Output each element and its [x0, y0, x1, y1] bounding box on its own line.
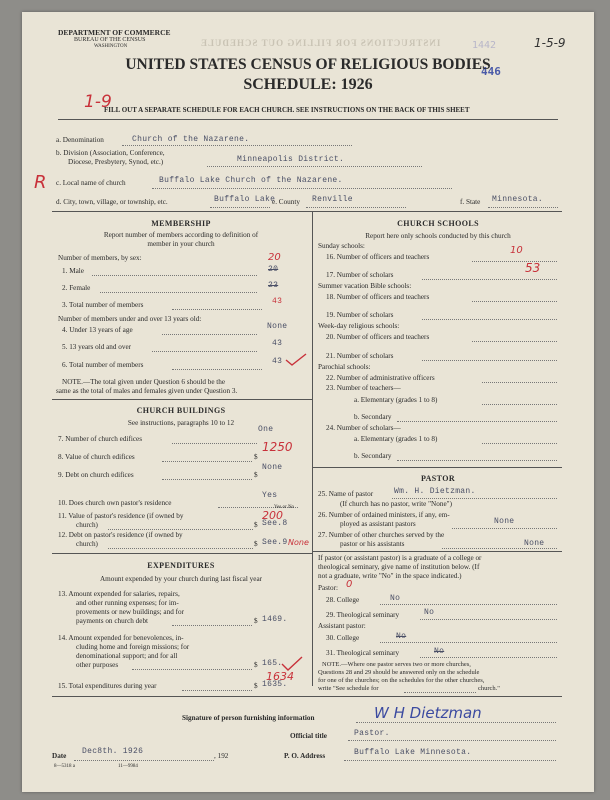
city-label: WASHINGTON — [94, 44, 128, 49]
q8-value: 1250 — [262, 440, 293, 454]
q3-value: 43 — [272, 297, 283, 306]
margin-mark: R — [34, 172, 47, 193]
q11-label-2: church) — [76, 521, 98, 529]
q9-value: None — [262, 463, 283, 472]
q11-label: 11. Value of pastor's residence (if owned by — [58, 512, 184, 520]
q12-label: 12. Debt on pastor's residence (if owned by — [58, 531, 183, 539]
division-label-2: Diocese, Presbytery, Synod, etc.) — [68, 158, 164, 166]
red-mark: 1-9 — [84, 92, 112, 112]
q23a-label: a. Elementary (grades 1 to 8) — [354, 396, 438, 404]
q30-value: No — [396, 632, 407, 641]
q14-label-2: cluding home and foreign missions; for — [76, 643, 190, 651]
q5-value: 43 — [272, 339, 283, 348]
q30-label: 30. College — [326, 634, 360, 642]
q15-red-value: 1634 — [266, 670, 294, 683]
faint-stamp: 1442 — [472, 40, 497, 51]
q15-label: 15. Total expenditures during year — [58, 682, 157, 690]
q12-value: See.9 — [262, 538, 288, 547]
q14-label: 14. Amount expended for benevolences, in- — [58, 634, 184, 642]
red-check-icon — [284, 352, 308, 368]
county-value: Renville — [312, 195, 353, 204]
date-value: Dec8th. 1926 — [82, 747, 144, 756]
q4-label: 4. Under 13 years of age — [62, 326, 133, 334]
q3-label: 3. Total number of members — [62, 301, 144, 309]
members-by-sex-label: Number of members, by sex: — [58, 254, 142, 262]
q13-dollar: $ — [254, 617, 258, 625]
denomination-value: Church of the Nazarene. — [132, 135, 250, 144]
membership-sub-2: member in your church — [147, 240, 215, 248]
expenditures-sub: Amount expended by your church during last fiscal year — [99, 575, 263, 583]
census-schedule-page — [22, 12, 594, 792]
q11-red-value: 200 — [262, 509, 283, 522]
membership-sub-1: Report number of members according to definition of — [103, 231, 259, 239]
q13-label-2: and other running expenses; for im- — [76, 599, 179, 607]
state-label: f. State — [460, 198, 481, 206]
official-title-label: Official title — [290, 732, 327, 740]
q26-label-2: ployed as assistant pastors — [340, 520, 416, 528]
q25-label: 25. Name of pastor — [318, 490, 374, 498]
under-over-label: Number of members under and over 13 years old: — [58, 315, 202, 323]
membership-note-1: NOTE.—The total given under Question 6 should be the — [62, 378, 226, 386]
q12-red-value: None — [288, 538, 309, 547]
q10-label: 10. Does church own pastor's residence — [58, 499, 172, 507]
q14-label-3: denominational support; and for all — [76, 652, 178, 660]
q1-label: 1. Male — [62, 267, 84, 275]
sunday-schools-label: Sunday schools: — [318, 242, 365, 250]
q27-label-2: pastor or his assistants — [340, 540, 405, 548]
pastor-sub-label: Pastor: — [318, 584, 338, 592]
q17-label: 17. Number of scholars — [326, 271, 394, 279]
q7-value: One — [258, 425, 274, 434]
q17-value: 53 — [525, 261, 541, 275]
q25-note: (If church has no pastor, write "None") — [340, 500, 452, 508]
q23-label: 23. Number of teachers— — [326, 384, 401, 392]
bureau-label: BUREAU OF THE CENSUS — [74, 37, 146, 43]
weekday-schools-label: Week-day religious schools: — [318, 322, 400, 330]
q12-label-2: church) — [76, 540, 98, 548]
summer-schools-label: Summer vacation Bible schools: — [318, 282, 412, 290]
q13-label-3: provements or new buildings; and for — [76, 608, 184, 616]
q13-label: 13. Amount expended for salaries, repairs, — [58, 590, 180, 598]
q14-dollar: $ — [254, 661, 258, 669]
signature-label: Signature of person furnishing information — [182, 714, 315, 722]
form-number-2: 11—9984 — [118, 764, 138, 769]
expenditures-heading: EXPENDITURES — [147, 561, 215, 570]
form-title: UNITED STATES CENSUS OF RELIGIOUS BODIES — [125, 56, 491, 73]
pastor-note-1: NOTE.—Where one pastor serves two or more churches, — [322, 661, 471, 668]
graduate-note-2: theological seminary, give name of institution below. (If — [318, 563, 480, 571]
q27-label: 27. Number of other churches served by the — [318, 531, 445, 539]
q6-label: 6. Total number of members — [62, 361, 144, 369]
q24a-label: a. Elementary (grades 1 to 8) — [354, 435, 438, 443]
q8-label: 8. Value of church edifices — [58, 453, 135, 461]
q31-value: No — [434, 647, 445, 656]
q11-dollar: $ — [254, 521, 258, 529]
bleed-through-text: INSTRUCTIONS FOR FILLING OUT SCHEDULE — [200, 38, 441, 48]
local-name-label: c. Local name of church — [56, 179, 126, 187]
q15-value: 1635. — [262, 680, 288, 689]
stamp-number: 446 — [481, 65, 501, 78]
q23b-label: b. Secondary — [354, 413, 392, 421]
signature-value: W H Dietzman — [374, 704, 482, 722]
state-value: Minnesota. — [492, 195, 544, 204]
graduate-note-1: If pastor (or assistant pastor) is a graduate of a college or — [318, 554, 482, 562]
form-number: 8—5318 a — [54, 764, 75, 769]
department-label: DEPARTMENT OF COMMERCE — [58, 28, 171, 37]
denomination-label: a. Denomination — [56, 136, 104, 144]
q28-value: No — [390, 594, 401, 603]
year-label: , 192 — [214, 752, 229, 760]
city-value: Buffalo Lake — [214, 195, 276, 204]
q12-dollar: $ — [254, 540, 258, 548]
q2-label: 2. Female — [62, 284, 91, 292]
buildings-heading: CHURCH BUILDINGS — [136, 406, 226, 415]
q29-value: No — [424, 608, 435, 617]
q19-label: 19. Number of scholars — [326, 311, 394, 319]
pastor-note-4: write "See schedule for — [318, 685, 379, 692]
q4-value: None — [267, 322, 288, 331]
q2-value: 23 — [268, 281, 279, 290]
q9-dollar: $ — [254, 471, 258, 479]
pastor-note-5: church." — [478, 685, 500, 692]
q7-label: 7. Number of church edifices — [58, 435, 143, 443]
local-name-value: Buffalo Lake Church of the Nazarene. — [159, 176, 343, 185]
assistant-pastor-label: Assistant pastor: — [318, 622, 366, 630]
q10-value: Yes — [262, 491, 278, 500]
yes-no-hint: Yes or No — [274, 505, 295, 510]
po-address-value: Buffalo Lake Minnesota. — [354, 748, 472, 757]
q28-label: 28. College — [326, 596, 360, 604]
city-field-label: d. City, town, village, or township, etc. — [56, 198, 168, 206]
q9-label: 9. Debt on church edifices — [58, 471, 134, 479]
q13-value: 1469. — [262, 615, 288, 624]
pastor-heading: PASTOR — [420, 474, 456, 483]
q16-value: 10 — [510, 245, 523, 256]
parochial-schools-label: Parochial schools: — [318, 363, 371, 371]
membership-heading: MEMBERSHIP — [151, 219, 211, 228]
q22-label: 22. Number of administrative officers — [326, 374, 435, 382]
q13-label-4: payments on church debt — [76, 617, 149, 625]
county-label: e. County — [272, 198, 300, 206]
q15-dollar: $ — [254, 682, 258, 690]
graduate-note-3: not a graduate, write "No" in the space indicated.) — [318, 572, 462, 580]
red-check-icon-2 — [280, 655, 304, 673]
q31-label: 31. Theological seminary — [326, 649, 400, 657]
q1-red-value: 20 — [268, 252, 281, 263]
q26-value: None — [494, 517, 515, 526]
q24-label: 24. Number of scholars— — [326, 424, 401, 432]
po-address-label: P. O. Address — [284, 752, 326, 760]
schedule-title: SCHEDULE: 1926 — [243, 76, 373, 93]
q6-value: 43 — [272, 357, 283, 366]
schools-heading: CHURCH SCHOOLS — [397, 219, 479, 228]
buildings-sub: See instructions, paragraphs 10 to 12 — [127, 419, 235, 427]
q29-label: 29. Theological seminary — [326, 611, 400, 619]
date-label: Date — [52, 752, 67, 760]
q21-label: 21. Number of scholars — [326, 352, 394, 360]
division-label: b. Division (Association, Conference, — [56, 149, 165, 157]
pastor-note-2: Questions 28 and 29 should be answered only on the schedule — [318, 669, 480, 676]
division-value: Minneapolis District. — [237, 155, 345, 164]
pastor-red-mark: 0 — [346, 579, 353, 590]
q25-value: Wm. H. Dietzman. — [394, 487, 476, 496]
q14-value: 165. — [262, 659, 283, 668]
official-title-value: Pastor. — [354, 729, 390, 738]
q8-dollar: $ — [254, 453, 258, 461]
q11-value: See.8 — [262, 519, 288, 528]
corner-note: 1-5-9 — [534, 36, 566, 50]
membership-note-2: same as the total of males and females given under Question 3. — [56, 387, 238, 395]
q27-value: None — [524, 539, 545, 548]
q18-label: 18. Number of officers and teachers — [326, 293, 430, 301]
instruction-line: FILL OUT A SEPARATE SCHEDULE FOR EACH CHURCH. SEE INSTRUCTIONS ON THE BACK OF THIS SHEET — [104, 106, 470, 114]
q16-label: 16. Number of officers and teachers — [326, 253, 430, 261]
q26-label: 26. Number of ordained ministers, if any, em- — [318, 511, 450, 519]
q5-label: 5. 13 years old and over — [62, 343, 132, 351]
q1-typed-value: 20 — [268, 265, 279, 274]
q20-label: 20. Number of officers and teachers — [326, 333, 430, 341]
q14-label-4: other purposes — [76, 661, 119, 669]
pastor-note-3: for one of the churches; on the schedules for the other churches, — [318, 677, 485, 684]
schools-sub: Report here only schools conducted by this church — [365, 232, 511, 240]
q24b-label: b. Secondary — [354, 452, 392, 460]
